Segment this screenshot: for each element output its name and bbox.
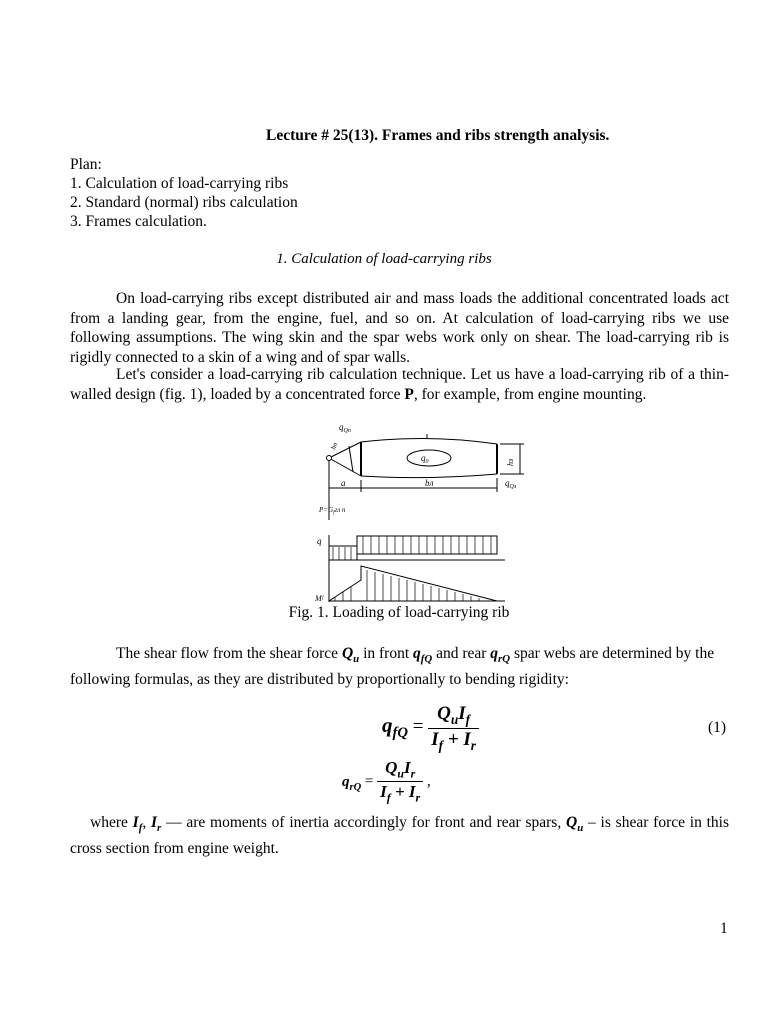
plan-heading: Plan: [70, 156, 102, 173]
paragraph-text: in front [359, 645, 413, 662]
formula-front-shear-flow [382, 703, 479, 754]
equals-sign: = [361, 773, 378, 790]
label-h-front: hп [329, 441, 340, 451]
front-inertia-symbol: $I_f$ [132, 814, 143, 835]
formula-denominator: $I_f + I_r$ [380, 782, 421, 805]
label-h-rear: hз [506, 458, 515, 466]
force-symbol: P [404, 385, 414, 403]
plan-item: 1. Calculation of load-carrying ribs [70, 175, 289, 192]
formula-lhs: $q_{rQ}$ [342, 773, 362, 793]
rib-diagram [315, 420, 531, 603]
paragraph-shear-flow [70, 644, 720, 689]
plan-item: 3. Frames calculation. [70, 213, 207, 230]
formula-comma: , [423, 773, 431, 790]
formula-fraction [428, 703, 479, 754]
label-q-front: $q_{Qп}$ [339, 422, 351, 434]
paragraph-text: where [90, 814, 133, 831]
plan-item: 2. Standard (normal) ribs calculation [70, 194, 298, 211]
formula-denominator: $I_f + I_r$ [431, 728, 476, 753]
paragraph-where [70, 813, 729, 858]
label-a: a [341, 478, 346, 488]
paragraph-technique [70, 365, 729, 404]
shear-force-symbol: $Q_u$ [566, 814, 584, 835]
rear-inertia-symbol: $I_r$ [151, 814, 162, 835]
equation-number: (1) [708, 719, 727, 736]
paragraph-text: spar webs are determined by the following formulas, as they are distributed by proportionally to bending rigidity: [70, 645, 715, 688]
paragraph-text: , for example, from engine mounting. [413, 385, 647, 403]
lecture-title: Lecture # 25(13). Frames and ribs strength analysis. [266, 127, 610, 144]
paragraph-text: Let's consider a load-carrying rib calculation technique. Let us have a load-carrying rib of a thin-walled design (fig. 1), loaded by a concentrated force [70, 366, 729, 403]
formula-numerator: $Q_uI_r$ [377, 758, 423, 782]
formula-fraction [377, 758, 423, 806]
figure-caption: Fig. 1. Loading of load-carrying rib [288, 604, 510, 621]
paragraph-text: The shear flow from the shear force [116, 645, 342, 662]
front-flow-symbol: $q_{fQ}$ [413, 645, 433, 666]
page-number: 1 [720, 920, 728, 937]
formula-rear-shear-flow [342, 758, 431, 806]
rear-flow-symbol: $q_{rQ}$ [490, 645, 511, 666]
shear-force-symbol: $Q_u$ [341, 645, 360, 666]
rib-loading-figure [315, 420, 531, 603]
paragraph-text: – is shear force in this cross section from engine weight. [70, 814, 730, 857]
equals-sign: = [408, 715, 429, 737]
label-q-diagram: q [317, 536, 322, 546]
paragraph-text: — are moments of inertia accordingly for front and rear spars, [161, 814, 566, 831]
formula-numerator: $Q_uI_f$ [428, 703, 479, 729]
label-q-zero: $q_0$ [421, 453, 429, 465]
label-m-diagram: Mᶠ [315, 594, 324, 603]
paragraph-text: and rear [432, 645, 491, 662]
formula-lhs: $q_{fQ}$ [382, 712, 408, 742]
label-b: bл [425, 478, 434, 488]
paragraph-text: , [142, 814, 151, 831]
section-heading: 1. Calculation of load-carrying ribs [276, 251, 492, 267]
plan-block [70, 155, 298, 231]
label-q-rear: $q_{Qз}$ [505, 478, 517, 490]
label-p-force: $P=G_fгл$ n [319, 506, 346, 516]
paragraph-intro: On load-carrying ribs except distributed air and mass loads the additional concentrated loads act from a landing gear, from the engine, fuel, and so on. At calculation of load-carrying ribs we use following assumptions. The wing skin and the spar webs work only on shear. The load-carrying rib is rigidly connected to a skin of a wing and of spar walls. [70, 290, 729, 366]
